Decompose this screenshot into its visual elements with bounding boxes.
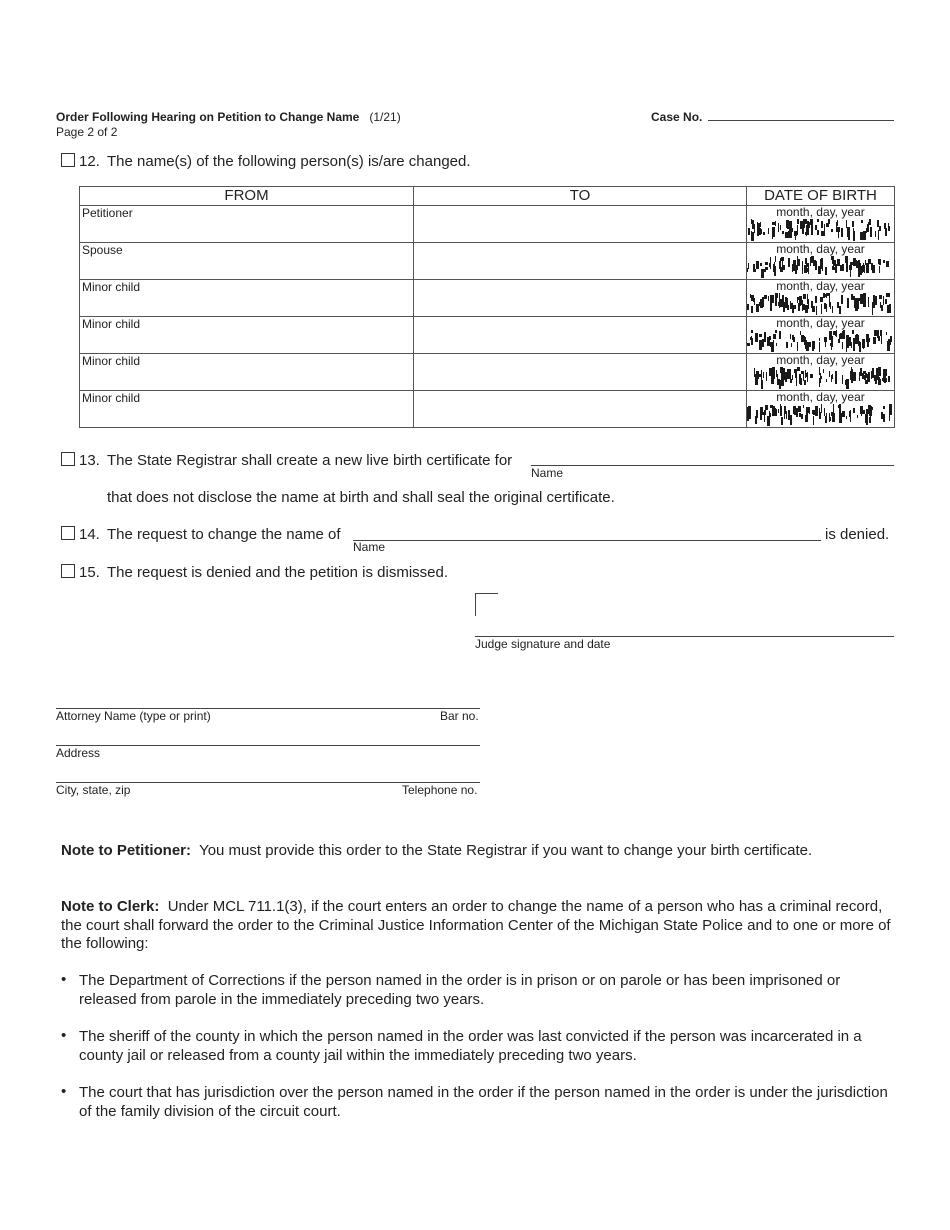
to-name-cell[interactable] (414, 243, 747, 280)
table-header-row (80, 187, 895, 206)
row-label: Minor child (82, 317, 141, 331)
scan-noise-texture (747, 367, 893, 389)
item-13-name-field[interactable] (531, 465, 894, 466)
dob-format-hint: month, day, year (776, 316, 865, 330)
item-13-checkbox[interactable] (61, 452, 75, 466)
column-header-from: FROM (80, 187, 414, 206)
dob-format-hint: month, day, year (776, 279, 865, 293)
bullet-marker: • (61, 1027, 67, 1044)
address-field[interactable] (56, 745, 480, 746)
form-version: (1/21) (369, 110, 401, 124)
table-row (80, 280, 895, 317)
column-header-to: TO (414, 187, 747, 206)
dob-format-hint: month, day, year (776, 242, 865, 256)
bar-number-label: Bar no. (440, 709, 479, 723)
attorney-name-label: Attorney Name (type or print) (56, 709, 211, 723)
bullet-marker: • (61, 971, 67, 988)
address-label: Address (56, 746, 101, 760)
item-15-number: 15. (79, 564, 100, 581)
table-row (80, 317, 895, 354)
note-to-clerk-heading: Note to Clerk: (61, 898, 160, 915)
date-of-birth-cell[interactable] (747, 243, 895, 280)
from-name-cell[interactable] (80, 391, 414, 428)
city-state-zip-label: City, state, zip (56, 783, 131, 797)
note-to-petitioner-heading: Note to Petitioner: (61, 842, 191, 859)
item-13-name-label: Name (531, 466, 564, 480)
item-14-text: The request to change the name of (107, 526, 341, 543)
table-row (80, 354, 895, 391)
date-of-birth-cell[interactable] (747, 354, 895, 391)
item-12-text: The name(s) of the following person(s) is/are changed. (107, 153, 471, 170)
case-number-field[interactable] (708, 120, 894, 121)
item-13-number: 13. (79, 452, 100, 469)
bullet-marker: • (61, 1083, 67, 1100)
name-change-table (79, 186, 895, 428)
from-name-cell[interactable] (80, 243, 414, 280)
to-name-cell[interactable] (414, 391, 747, 428)
item-13-continuation: that does not disclose the name at birth and shall seal the original certificate. (107, 489, 615, 506)
row-label: Spouse (82, 243, 123, 257)
date-of-birth-cell[interactable] (747, 280, 895, 317)
table-row (80, 243, 895, 280)
column-header-date-of-birth: DATE OF BIRTH (747, 187, 895, 206)
scan-noise-texture (747, 256, 893, 278)
to-name-cell[interactable] (414, 280, 747, 317)
dob-format-hint: month, day, year (776, 353, 865, 367)
judge-signature-label: Judge signature and date (475, 637, 611, 651)
note-to-petitioner (61, 842, 895, 861)
item-12-checkbox[interactable] (61, 153, 75, 167)
item-15-text: The request is denied and the petition is dismissed. (107, 564, 449, 581)
page-number: Page 2 of 2 (56, 125, 118, 139)
note-to-clerk-text: Under MCL 711.1(3), if the court enters an order to change the name of a person who has a criminal record, the court shall forward the order to the Criminal Justice Information Center of the Michigan State Police and to one or more of the following: (61, 898, 891, 952)
scan-noise-texture (747, 293, 893, 315)
clerk-bullet-item: The court that has jurisdiction over the person named in the order if the person named in the order is under the jurisdiction of the family division of the circuit court. (79, 1084, 888, 1120)
scan-noise-texture (747, 330, 893, 352)
row-label: Minor child (82, 280, 141, 294)
form-title-text: Order Following Hearing on Petition to Change Name (56, 110, 360, 124)
signature-corner-mark (475, 593, 498, 616)
date-of-birth-cell[interactable] (747, 317, 895, 354)
note-to-petitioner-text: You must provide this order to the State Registrar if you want to change your birth certificate. (199, 842, 813, 859)
clerk-bullet-item: The sheriff of the county in which the person named in the order was last convicted if the person was incarcerated in a county jail or released from a county jail within the immediately preceding two years. (79, 1028, 862, 1064)
from-name-cell[interactable] (80, 280, 414, 317)
dob-format-hint: month, day, year (776, 390, 865, 404)
row-label: Minor child (82, 391, 141, 405)
form-title (56, 110, 401, 124)
item-14-number: 14. (79, 526, 100, 543)
date-of-birth-cell[interactable] (747, 206, 895, 243)
item-14-name-field[interactable] (353, 540, 821, 541)
table-row (80, 391, 895, 428)
telephone-label: Telephone no. (402, 783, 478, 797)
row-label: Petitioner (82, 206, 133, 220)
clerk-bullet-item: The Department of Corrections if the person named in the order is in prison or on parole or has been imprisoned or released from parole in the immediately preceding two years. (79, 972, 841, 1008)
to-name-cell[interactable] (414, 206, 747, 243)
scan-noise-texture (747, 404, 893, 426)
note-to-clerk (61, 898, 897, 954)
item-12-number: 12. (79, 153, 100, 170)
item-14-suffix: is denied. (825, 526, 890, 543)
to-name-cell[interactable] (414, 354, 747, 391)
from-name-cell[interactable] (80, 354, 414, 391)
date-of-birth-cell[interactable] (747, 391, 895, 428)
dob-format-hint: month, day, year (776, 205, 865, 219)
to-name-cell[interactable] (414, 317, 747, 354)
case-number-label: Case No. (651, 110, 703, 124)
table-row (80, 206, 895, 243)
from-name-cell[interactable] (80, 206, 414, 243)
item-13-text: The State Registrar shall create a new live birth certificate for (107, 452, 513, 469)
from-name-cell[interactable] (80, 317, 414, 354)
item-15-checkbox[interactable] (61, 564, 75, 578)
scan-noise-texture (747, 219, 893, 241)
row-label: Minor child (82, 354, 141, 368)
item-14-name-label: Name (353, 540, 386, 554)
item-14-checkbox[interactable] (61, 526, 75, 540)
